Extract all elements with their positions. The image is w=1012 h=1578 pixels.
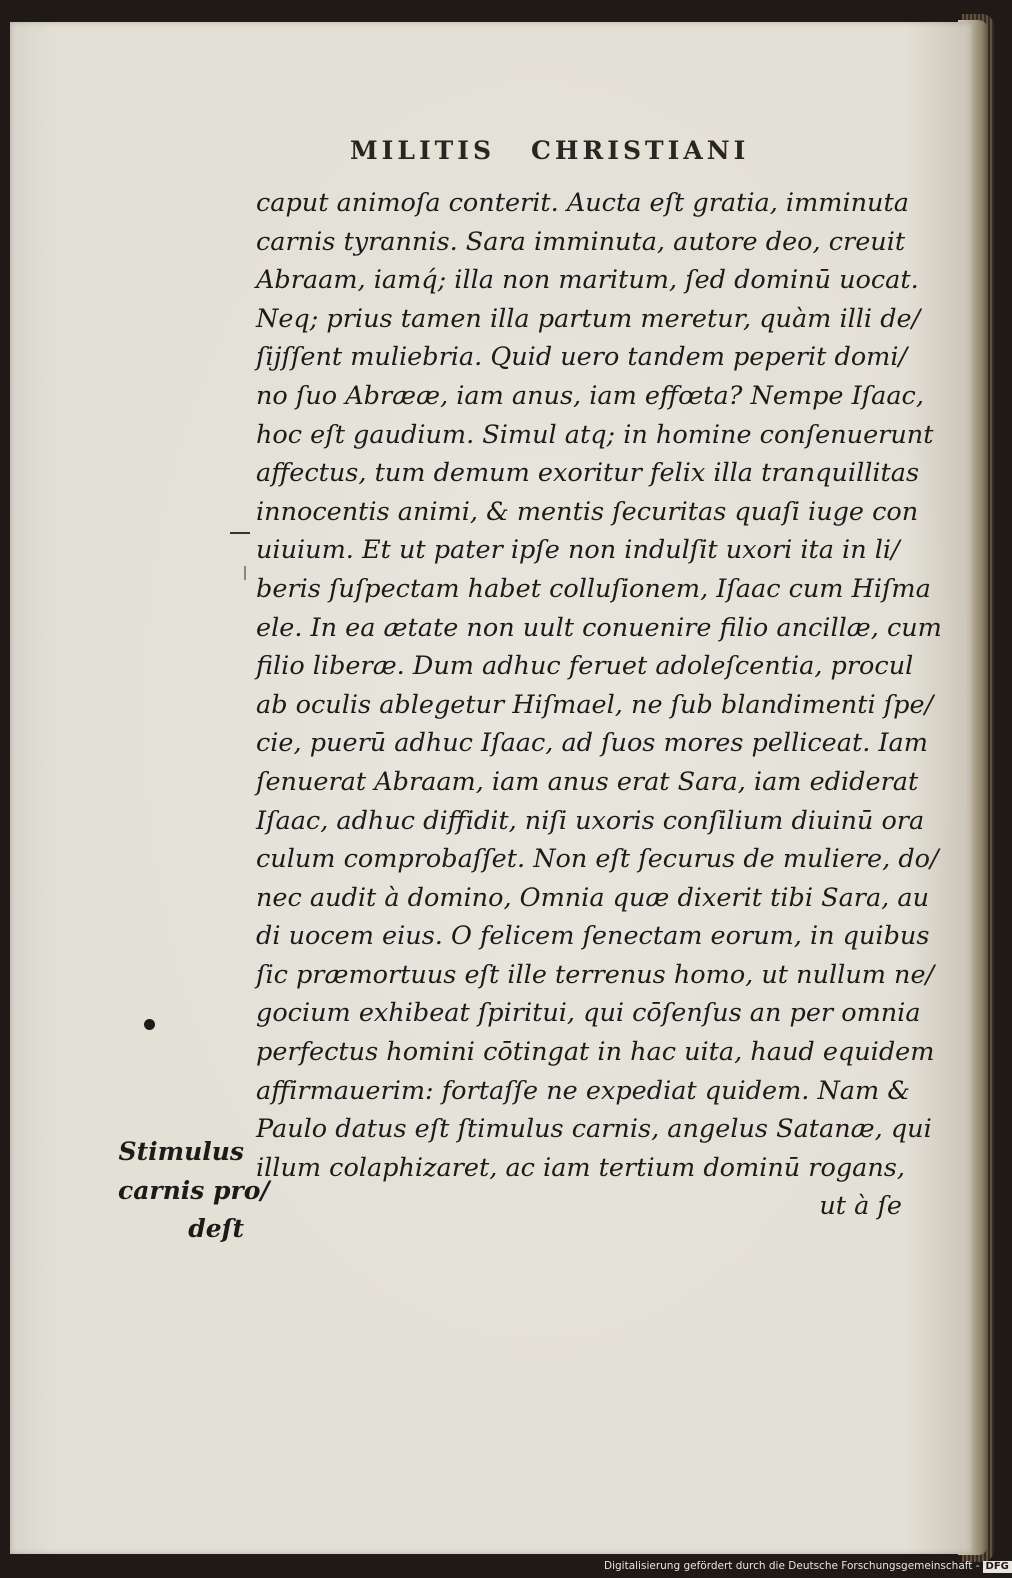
catchword: ut à ſe [819,1191,902,1222]
text-line: affectus, tum demum exoritur felix illa tranquillitas [256,458,920,489]
margin-bullet-icon [144,1019,155,1030]
text-line: carnis tyrannis. Sara imminuta, autore deo, creuit [256,226,906,257]
running-head-left: MILITIS [350,136,495,165]
text-line: culum comprobaſſet. Non eſt ſecurus de muliere, do/ [256,844,939,875]
text-line: no ſuo Abrææ, iam anus, iam effœta? Nempe Iſaac, [256,380,924,411]
text-line: ſenuerat Abraam, iam anus erat Sara, iam ediderat [256,766,919,797]
text-line: ele. In ea ætate non uult conuenire filio ancillæ, cum [256,612,942,643]
text-line: caput animoſa conterit. Aucta eſt gratia, imminuta [256,188,909,218]
text-line: hoc eſt gaudium. Simul atq; in homine conſenuerunt [256,419,934,450]
digitization-footer [604,1560,1012,1573]
text-line: affirmauerim: fortaſſe ne expediat quidem. Nam & [256,1075,910,1106]
marginal-note-line: deſt [188,1214,244,1244]
text-line: perfectus homini cōtingat in hac uita, haud equidem [256,1037,935,1068]
text-line: ab oculis ablegetur Hiſmael, ne ſub blandimenti ſpe/ [256,689,934,720]
text-line: cie, puerū adhuc Iſaac, ad ſuos mores pelliceat. Iam [256,728,928,759]
text-line: di uocem eius. O felicem ſenectam eorum, in quibus [256,921,930,952]
running-head-right: CHRISTIANI [531,136,750,165]
text-line: ſijſſent muliebria. Quid uero tandem peperit domi/ [256,342,908,373]
text-line: beris ſuſpectam habet colluſionem, Iſaac cum Hiſma [256,573,931,604]
text-line: illum colaphizaret, ac iam tertium dominū rogans, [256,1152,905,1183]
text-line: innocentis animi, & mentis ſecuritas quaſi iuge con [256,496,919,527]
text-line: Neq; prius tamen illa partum meretur, quàm illi de/ [256,303,921,334]
margin-dash-mark [230,532,250,534]
text-line: Abraam, iamq́; illa non maritum, ſed dominū uocat. [256,265,919,296]
text-line: filio liberæ. Dum adhuc feruet adoleſcentia, procul [256,651,914,682]
text-line: ſic præmortuus eſt ille terrenus homo, ut nullum ne/ [256,959,935,990]
running-head [350,136,800,165]
marginal-note-line: Stimulus [118,1137,244,1166]
text-line: gocium exhibeat ſpiritui, qui cōſenſus an per omnia [256,998,921,1029]
marginal-note-line: carnis pro/ [118,1175,270,1205]
margin-tick-mark [244,566,246,580]
marginal-note [118,1133,270,1249]
text-line: Iſaac, adhuc diffidit, niſi uxoris conſilium diuinū ora [256,805,925,836]
text-line: uiuium. Et ut pater ipſe non indulſit uxori ita in li/ [256,535,900,566]
body-text [256,184,942,1226]
dfg-logo-icon: DFG [983,1561,1012,1573]
text-line: Paulo datus eſt ſtimulus carnis, angelus Satanæ, qui [256,1114,932,1145]
footer-credit: Digitalisierung gefördert durch die Deutsche Forschungsgemeinschaft - [604,1560,980,1572]
text-line: nec audit à domino, Omnia quæ dixerit tibi Sara, au [256,882,929,913]
